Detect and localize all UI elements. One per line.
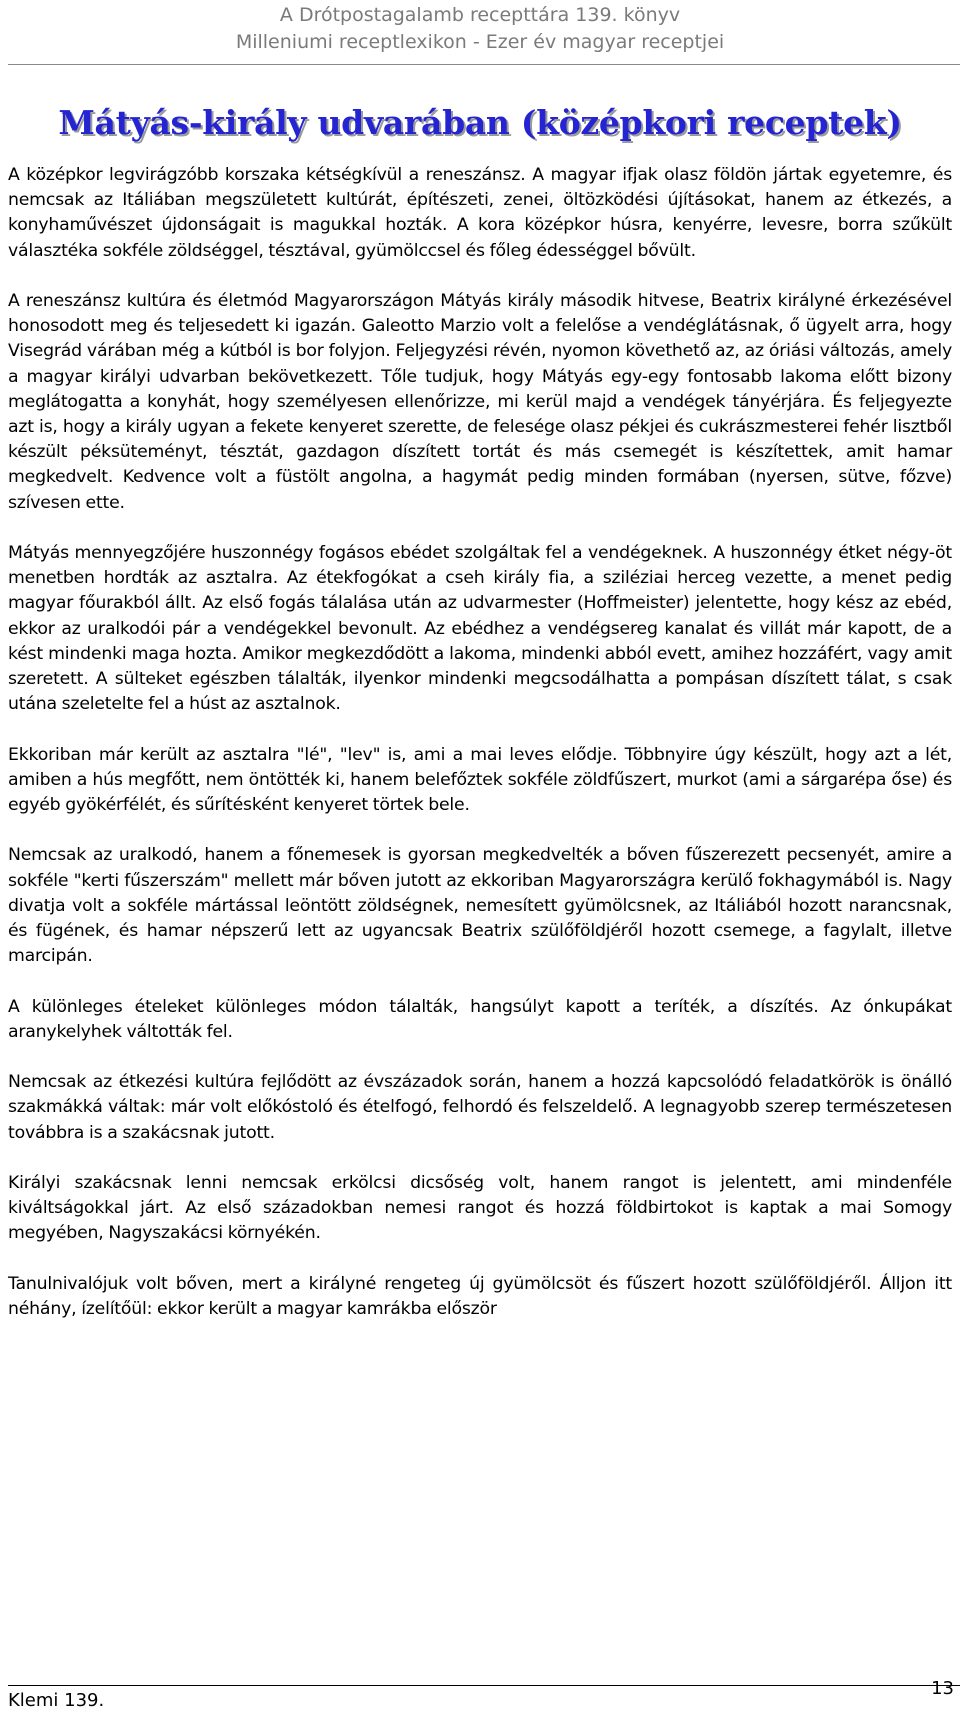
running-header — [0, 2, 960, 56]
header-divider — [8, 64, 960, 65]
footer-divider — [8, 1685, 960, 1686]
paragraph-6: A különleges ételeket különleges módon tálalták, hangsúlyt kapott a teríték, a díszítés. Az ónkupákat aranykelyhek váltották fel. — [8, 996, 952, 1042]
page-number: 13 — [931, 1678, 954, 1699]
article-body — [8, 163, 952, 1347]
paragraph-8: Királyi szakácsnak lenni nemcsak erkölcsi dicsőség volt, hanem rangot is jelentett, ami mindenféle kiváltságokkal járt. Az első századokban nemesi rangot és hozzá földbirtokot is kaptak a mai Somogy megyében, Nagyszakácsi környékén. — [8, 1173, 952, 1244]
paragraph-7: Nemcsak az étkezési kultúra fejlődött az évszázadok során, hanem a hozzá kapcsolódó feladatkörök is önálló szakmákká váltak: már volt előkóstoló és ételfogó, felhordó és felszeldelő. A legnagyobb szerep természetesen továbbra is a szakácsnak jutott. — [8, 1072, 952, 1143]
footer-label: Klemi 139. — [8, 1690, 105, 1711]
paragraph-3: Mátyás mennyegzőjére huszonnégy fogásos ebédet szolgáltak fel a vendégeknek. A huszonnégy étket négy-öt menetben hordták az asztalra. Az étekfogókat a cseh király fia, a sziléziai herceg vezette, a menet pedig magyar főurakból állt. Az első fogás tálalása után az udvarmester (Hoffmeister) jelentette, hogy kész az ebéd, ekkor az uralkodói pár a vendégekkel bevonult. Az ebédhez a vendégsereg kanalat és villát már kapott, de a kést mindenki maga hozta. Amikor megkezdődött a lakoma, mindenki abból evett, amihez hozzáfért, vagy amit szeretett. A sülteket egészben tálalták, ilyenkor mindenki megcsodálhatta a pompásan díszített tálat, s csak utána szeletelte fel a húst az asztalnok. — [8, 543, 952, 715]
page-title: Mátyás-király udvarában (középkori receptek) — [58, 103, 902, 142]
paragraph-1: A középkor legvirágzóbb korszaka kétségkívül a reneszánsz. A magyar ifjak olasz földön jártak egyetemre, és nemcsak az Itáliában megszületett kultúrát, építészeti, zenei, öltözködési újításokat, hanem az étkezés, a konyhaművészet újdonságait is magukkal hozták. A kora középkor húsra, kenyérre, levesre, borra szűkült választéka sokféle zöldséggel, tésztával, gyümölccsel és főleg édességgel bővült. — [8, 165, 952, 261]
header-line-1: A Drótpostagalamb recepttára 139. könyv — [279, 4, 681, 26]
paragraph-2: A reneszánsz kultúra és életmód Magyarországon Mátyás király második hitvese, Beatrix királyné érkezésével honosodott meg és teljesedett ki igazán. Galeotto Marzio volt a felelőse a vendéglátásnak, ő ügyelt arra, hogy Visegrád várában még a kútból is bor folyjon. Feljegyzési révén, nyomon követhető az, az óriási változás, amely a magyar királyi udvarban bekövetkezett. Tőle tudjuk, hogy Mátyás egy-egy fontosabb lakoma előtt bizony meglátogatta a konyhát, hogy személyesen ellenőrizze, mi kerül majd a vendégek tányérjára. És feljegyezte azt is, hogy a király ugyan a fekete kenyeret szerette, de felesége olasz pékjei és cukrászmesterei fehér lisztből készült péksüteményt, tésztát, gazdagon díszített tortát és más csemegét is készítettek, amit hamar megkedvelt. Kedvence volt a füstölt angolna, a hagymát pedig minden formában (nyersen, sütve, főzve) szívesen ette. — [8, 291, 952, 513]
paragraph-9: Tanulnivalójuk volt bőven, mert a királyné rengeteg új gyümölcsöt és fűszert hozott szülőföldjéről. Álljon itt néhány, ízelítőül: ekkor került a magyar kamrákba először — [8, 1273, 952, 1320]
paragraph-4: Ekkoriban már került az asztalra "lé", "lev" is, ami a mai leves elődje. Többnyire úgy készült, hogy azt a lét, amiben a hús megfőtt, nem öntötték ki, hanem belefőztek sokféle zöldfűszert, murkot (ami a sárgarépa őse) és egyéb gyökérfélét, és sűrítésként kenyeret törtek bele. — [8, 744, 952, 816]
header-line-2: Milleniumi receptlexikon - Ezer év magyar receptjei — [235, 31, 725, 53]
paragraph-5: Nemcsak az uralkodó, hanem a főnemesek is gyorsan megkedvelték a bőven fűszerezett pecsenyét, amire a sokféle "kerti fűszerszám" mellett már bőven jutott az ekkoriban Magyarországra kerülő fokhagymából is. Nagy divatja volt a sokféle mártással leöntött zöldségnek, nemesített gyümölcsnek, az Itáliából hozott narancsnak, és fügének, és hamar népszerű lett az ugyancsak Beatrix szülőföldjéről hozott csemege, a fagylalt, illetve marcipán. — [8, 845, 952, 967]
